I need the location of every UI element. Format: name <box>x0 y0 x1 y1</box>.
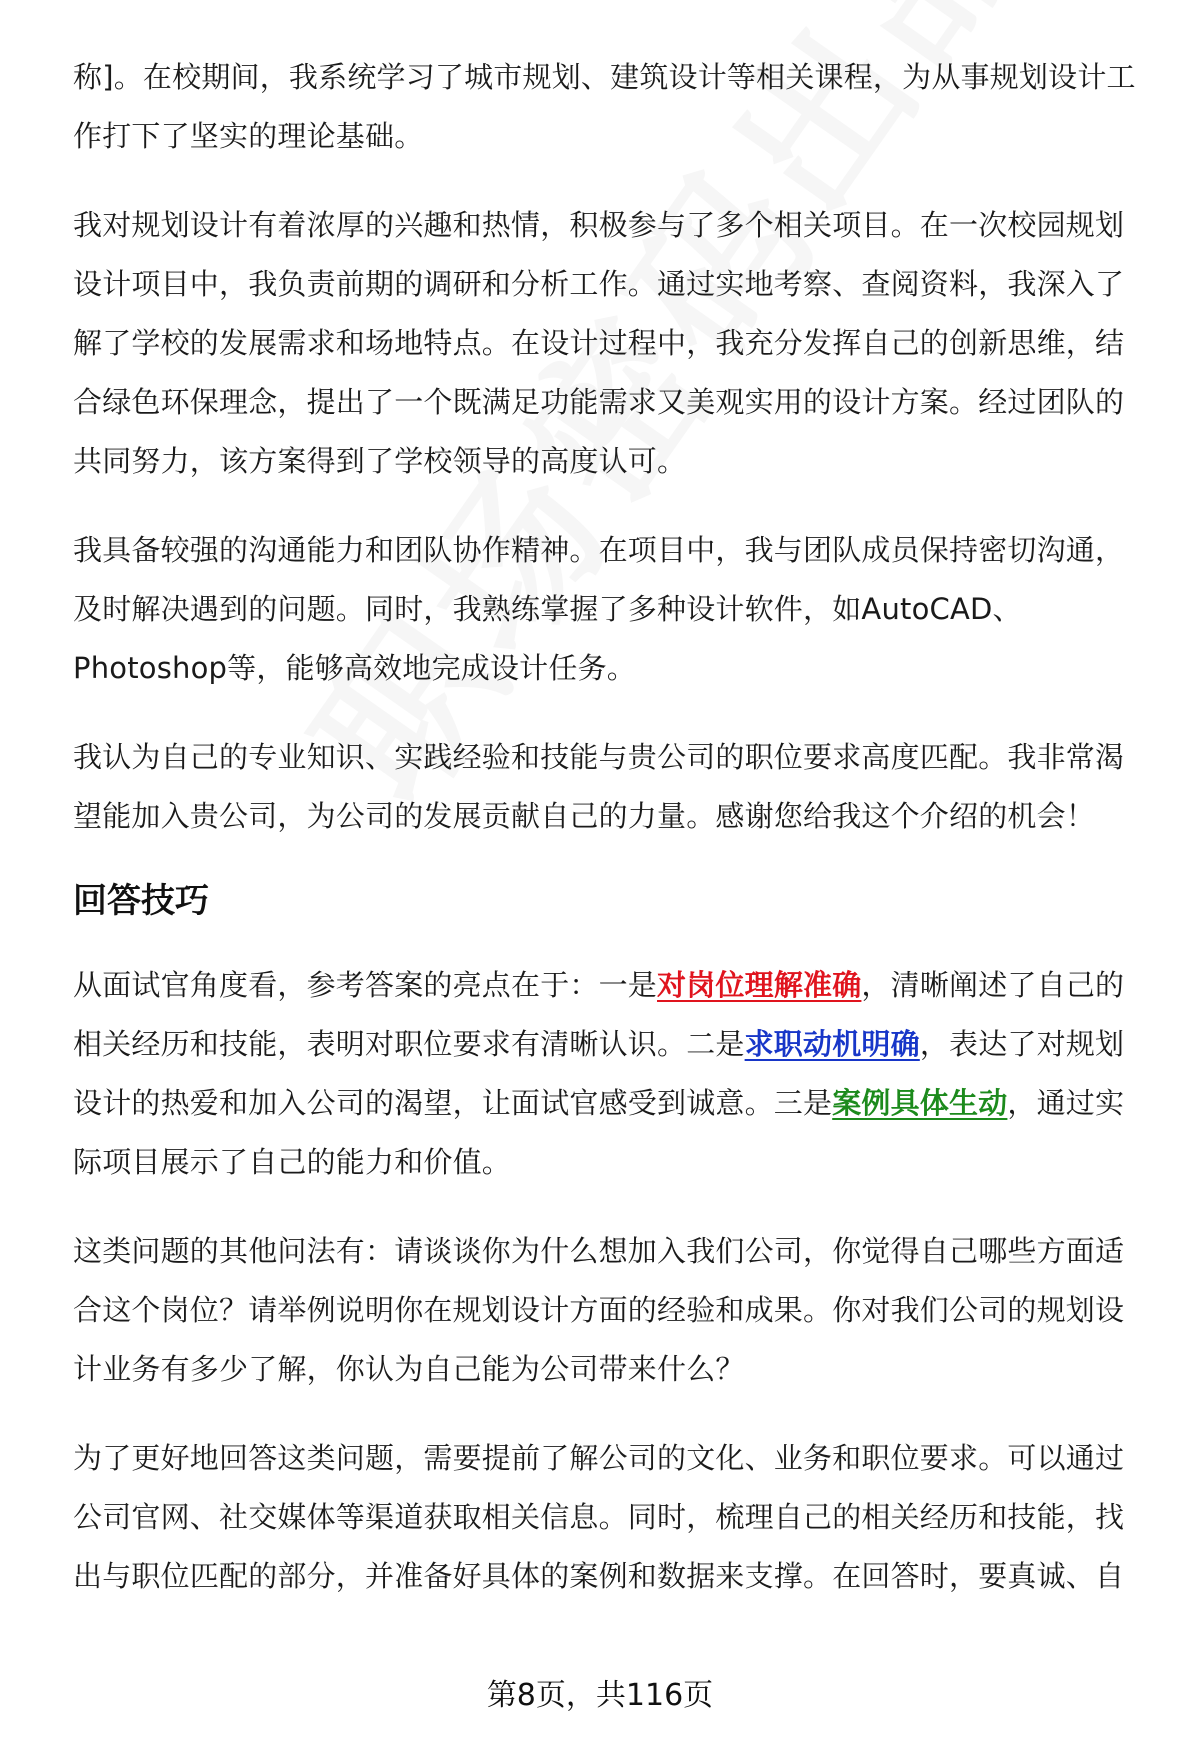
highlight-red: 对岗位理解准确 <box>657 968 862 1002</box>
paragraph-conclusion: 我认为自己的专业知识、实践经验和技能与贵公司的职位要求高度匹配。我非常渴望能加入贵公司，为公司的发展贡献自己的力量。感谢您给我这个介绍的机会！ <box>73 740 1125 833</box>
document-page <box>73 48 1153 1636</box>
tips-text-3: ，表达了对规划设计的热爱和加入公司的渴望，让面试官感受到诚意。三是 <box>73 1027 1125 1120</box>
tips-text-4: ，通过实际项目展示了自己的能力和价值。 <box>73 1086 1125 1179</box>
highlight-blue: 求职动机明确 <box>744 1027 920 1061</box>
tips-text-1: 从面试官角度看，参考答案的亮点在于：一是 <box>73 968 658 1002</box>
paragraph-tips <box>73 956 1153 1192</box>
highlight-green: 案例具体生动 <box>832 1086 1008 1120</box>
tips-text-2: ，清晰阐述了自己的相关经历和技能，表明对职位要求有清晰认识。二是 <box>73 968 1125 1061</box>
paragraph-project: 我对规划设计有着浓厚的兴趣和热情，积极参与了多个相关项目。在一次校园规划设计项目中，我负责前期的调研和分析工作。通过实地考察、查阅资料，我深入了解了学校的发展需求和场地特点。在设计过程中，我充分发挥自己的创新思维，结合绿色环保理念，提出了一个既满足功能需求又美观实用的设计方案。经过团队的共同努力，该方案得到了学校领导的高度认可。 <box>73 208 1125 478</box>
paragraph-education: 称]。在校期间，我系统学习了城市规划、建筑设计等相关课程，为从事规划设计工作打下了坚实的理论基础。 <box>73 60 1136 153</box>
paragraph-skills: 我具备较强的沟通能力和团队协作精神。在项目中，我与团队成员保持密切沟通，及时解决遇到的问题。同时，我熟练掌握了多种设计软件，如AutoCAD、Photoshop等，能够高效地完成设计任务。 <box>73 533 1125 685</box>
section-heading: 回答技巧 <box>73 881 209 921</box>
page-number: 第8页，共116页 <box>486 1678 714 1713</box>
paragraph-preparation: 为了更好地回答这类问题，需要提前了解公司的文化、业务和职位要求。可以通过公司官网、社交媒体等渠道获取相关信息。同时，梳理自己的相关经历和技能，找出与职位匹配的部分，并准备好具体的案例和数据来支撑。在回答时，要真诚、自 <box>73 1441 1125 1593</box>
paragraph-other-questions: 这类问题的其他问法有：请谈谈你为什么想加入我们公司，你觉得自己哪些方面适合这个岗位？请举例说明你在规划设计方面的经验和成果。你对我们公司的规划设计业务有多少了解，你认为自己能为公司带来什么？ <box>73 1234 1125 1386</box>
